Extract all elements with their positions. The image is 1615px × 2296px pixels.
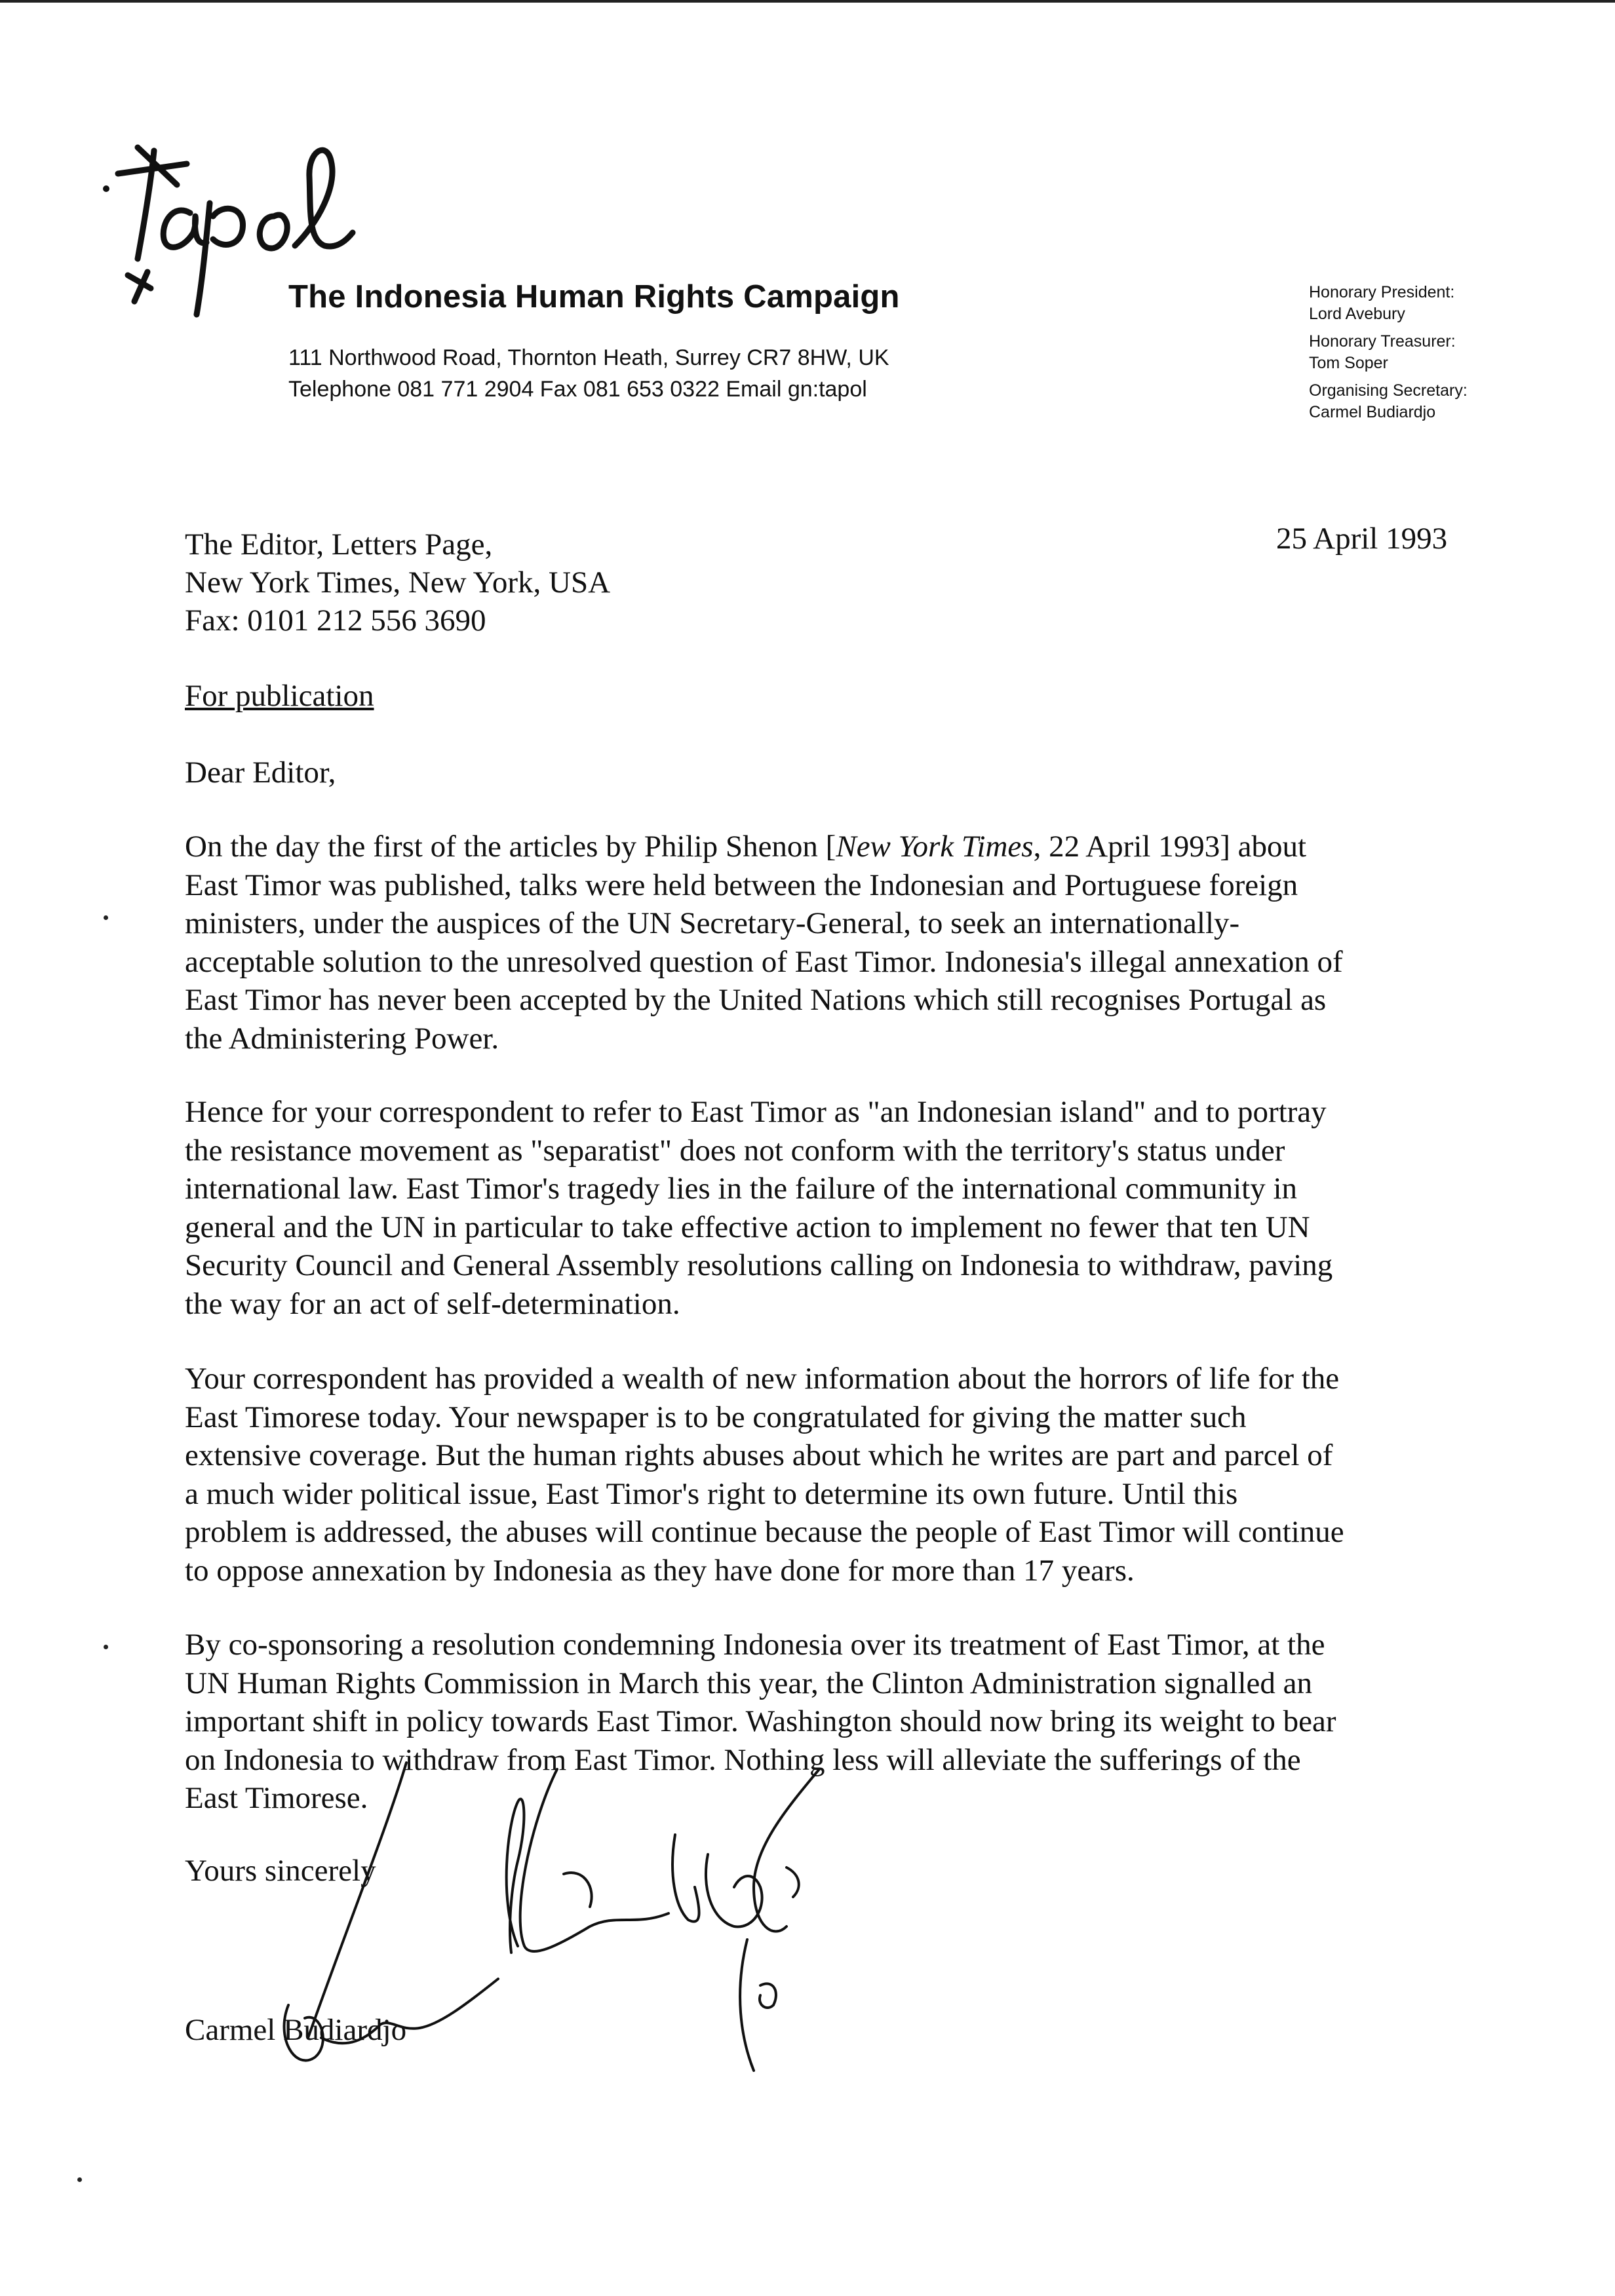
margin-mark: [77, 2177, 82, 2182]
paragraph-line: By co-sponsoring a resolution condemning Indonesia over its treatment of East Timor, at the: [185, 1628, 1325, 1662]
contact-line: Telephone 081 771 2904 Fax 081 653 0322 Email gn:tapol: [288, 377, 867, 402]
paragraph-line: East Timorese.: [185, 1781, 368, 1815]
body-paragraph: [185, 1360, 1509, 1590]
paragraph-line: extensive coverage. But the human rights abuses about which he writes are part and parcel of: [185, 1438, 1333, 1472]
address-line: 111 Northwood Road, Thornton Heath, Surrey CR7 8HW, UK: [288, 345, 889, 370]
body-paragraph: [185, 828, 1509, 1058]
officer-name: Tom Soper: [1309, 354, 1388, 372]
text-segment: , 22 April 1993] about: [1033, 830, 1307, 864]
paragraph-line: to oppose annexation by Indonesia as they have done for more than 17 years.: [185, 1553, 1135, 1588]
letter-date: 25 April 1993: [1276, 522, 1448, 556]
officer-role: Honorary Treasurer:: [1309, 332, 1456, 351]
officer-name: Carmel Budiardjo: [1309, 403, 1436, 421]
officers-list: [1309, 282, 1468, 429]
paragraph-line: Hence for your correspondent to refer to East Timor as "an Indonesian island" and to portray: [185, 1095, 1327, 1129]
paragraph-line: problem is addressed, the abuses will continue because the people of East Timor will continue: [185, 1515, 1344, 1549]
organization-contact: [288, 342, 889, 405]
handwritten-signature: [249, 1730, 865, 2084]
signer-name: Carmel Budiardjo: [185, 2013, 407, 2047]
paragraph-line: international law. East Timor's tragedy lies in the failure of the international community in: [185, 1172, 1298, 1206]
margin-mark: [104, 915, 108, 920]
top-border-line: [0, 0, 1615, 3]
officer-role: Honorary President:: [1309, 283, 1455, 301]
body-paragraph: [185, 1093, 1509, 1323]
paragraph-line: East Timor has never been accepted by the United Nations which still recognises Portugal as: [185, 983, 1327, 1017]
paragraph-line: [185, 828, 1509, 866]
officer-role: Organising Secretary:: [1309, 381, 1468, 400]
recipient-block: [185, 526, 610, 640]
publication-note: For publication: [185, 679, 374, 713]
recipient-line: Fax: 0101 212 556 3690: [185, 603, 486, 638]
margin-mark: [104, 1645, 108, 1649]
paragraph-line: the Administering Power.: [185, 1021, 499, 1056]
paragraph-line: general and the UN in particular to take effective action to implement no fewer that ten UN: [185, 1210, 1310, 1244]
paragraph-line: important shift in policy towards East Timor. Washington should now bring its weight to bear: [185, 1704, 1336, 1738]
officer-name: Lord Avebury: [1309, 305, 1405, 323]
paragraph-line: the way for an act of self-determination.: [185, 1286, 680, 1321]
paragraph-line: East Timor was published, talks were held between the Indonesian and Portuguese foreign: [185, 868, 1298, 902]
organization-name: The Indonesia Human Rights Campaign: [288, 279, 900, 315]
closing: Yours sincerely: [185, 1854, 376, 1888]
paragraph-line: Your correspondent has provided a wealth of new information about the horrors of life for the: [185, 1362, 1340, 1396]
paragraph-line: acceptable solution to the unresolved question of East Timor. Indonesia's illegal annexation of: [185, 944, 1343, 979]
paragraph-line: UN Human Rights Commission in March this year, the Clinton Administration signalled an: [185, 1666, 1313, 1700]
recipient-line: The Editor, Letters Page,: [185, 527, 493, 562]
paragraph-line: Security Council and General Assembly resolutions calling on Indonesia to withdraw, paving: [185, 1248, 1333, 1282]
recipient-line: New York Times, New York, USA: [185, 565, 611, 600]
paragraph-line: on Indonesia to withdraw from East Timor. Nothing less will alleviate the sufferings of the: [185, 1742, 1301, 1777]
publication-title: New York Times: [836, 830, 1034, 864]
paragraph-line: East Timorese today. Your newspaper is to be congratulated for giving the matter such: [185, 1400, 1247, 1434]
salutation: Dear Editor,: [185, 756, 336, 790]
paragraph-line: the resistance movement as "separatist" does not conform with the territory's status under: [185, 1133, 1285, 1168]
text-segment: On the day the first of the articles by Philip Shenon [: [185, 830, 836, 864]
paragraph-line: a much wider political issue, East Timor's right to determine its own future. Until this: [185, 1476, 1238, 1511]
paragraph-line: ministers, under the auspices of the UN Secretary-General, to seek an internationally-: [185, 906, 1240, 940]
